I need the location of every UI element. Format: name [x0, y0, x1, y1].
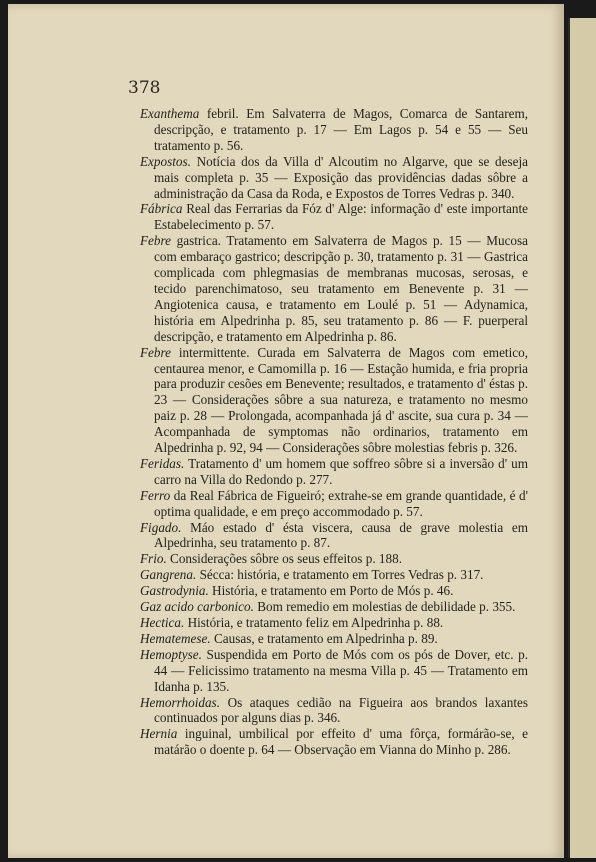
index-entry: [140, 695, 528, 727]
index-entry: [140, 726, 528, 758]
adjacent-page-edge: [568, 18, 596, 858]
entry-text: gastrica. Tratamento em Salvaterra de Magos p. 15 — Mucosa com embaraço gastrico; descripção p. 30, tratamento p. 31 — Gastrica complicada com phlegmasias de membranas mucosas, serosas, e tecido parenchimatoso, seu tratamento em Benevente p. 31 — Angiotenica causa, e tratamento em Loulé p. 51 — Adynamica, história em Alpedrinha p. 85, seu tratamento p. 86 — F. puerperal descripção, e tratamento em Alpedrinha p. 86.: [154, 233, 528, 344]
index-entry: [140, 583, 528, 599]
entry-text: História, e tratamento em Porto de Mós p. 46.: [212, 583, 454, 599]
entry-term: Exanthema: [140, 106, 200, 121]
entry-text: Notícia dos da Villa d' Alcoutim no Algarve, que se deseja mais completa p. 35 — Exposição das providências dadas sôbre a administração da Casa da Roda, e Expostos de Torres Vedras p. 340.: [154, 153, 528, 201]
entry-term: Figado.: [140, 519, 182, 535]
index-entry: [140, 233, 528, 344]
entry-text: História, e tratamento feliz em Alpedrinha p. 88.: [187, 615, 444, 630]
entry-term: Gastrodynia.: [140, 583, 209, 599]
entry-text: Sécca: história, e tratamento em Torres Vedras p. 317.: [199, 567, 484, 583]
entry-term: Frio.: [140, 551, 167, 567]
book-page: [8, 4, 564, 858]
entry-text: intermittente. Curada em Salvaterra de Magos com emetico, centaurea menor, e Camomilla p. 16 — Estação humida, e fria propria para produzir cesões em Benevente; resultados, e tratamento d' éstas p. 23 — Considerações sôbre a sua natureza, e tratamento no mesmo paiz p. 28 — Prolongada, acompanhada já d' ascite, sua cura p. 34 — Acompanhada de symptomas não ordinarios, tratamento em Alpedrinha p. 92, 94 — Considerações sôbre molestias febris p. 326.: [154, 344, 528, 456]
entry-term: Febre: [140, 233, 171, 249]
entry-text: Causas, e tratamento em Alpedrinha p. 89.: [213, 630, 438, 646]
entry-term: Ferro: [140, 487, 171, 503]
entry-text: Tratamento d' um homem que soffreo sôbre si a inversão d' um carro na Villa do Redondo p. 277.: [154, 455, 528, 487]
entry-term: Gaz acido carbonico.: [140, 599, 254, 615]
entry-term: Feridas.: [140, 455, 185, 471]
entry-term: Hernia: [140, 726, 178, 742]
entry-term: Hemorrhoidas.: [140, 694, 220, 710]
index-entry: [140, 631, 528, 647]
page-number: 378: [128, 78, 161, 98]
entry-text: inguinal, umbilical por effeito d' uma fôrça, formárão-se, e matárão o doente p. 64 — Observação em Vianna do Minho p. 286.: [154, 726, 528, 758]
index-entry: [140, 345, 528, 456]
index-entries: [140, 106, 528, 758]
entry-term: Febre: [140, 344, 171, 360]
entry-term: Fábrica: [140, 201, 183, 217]
index-entry: [140, 567, 528, 583]
entry-text: Suspendida em Porto de Mós com os pós de Dover, etc. p. 44 — Felicissimo tratamento na mesma Villa p. 45 — Tratamento em Idanha p. 135.: [154, 646, 529, 694]
index-entry: [140, 551, 528, 567]
entry-text: febril. Em Salvaterra de Magos, Comarca de Santarem, descripção, e tratamento p. 17 — Em Lagos p. 54 e 55 — Seu tratamento p. 56.: [154, 106, 529, 153]
entry-term: Hectica.: [140, 615, 185, 630]
entry-text: Bom remedio em molestias de debilidade p. 355.: [257, 599, 516, 615]
entry-term: Gangrena.: [140, 567, 197, 583]
entry-text: Máo estado d' ésta viscera, causa de grave molestia em Alpedrinha, seu tratamento p. 87.: [154, 519, 528, 551]
entry-text: Real das Ferrarias da Fóz d' Alge: informação d' este importante Estabelecimento p. 57.: [154, 201, 529, 233]
index-entry: [140, 106, 528, 154]
index-entry: [140, 520, 528, 552]
index-entry: [140, 647, 528, 695]
index-entry: [140, 201, 528, 233]
entry-term: Hematemese.: [140, 630, 211, 646]
index-entry: [140, 154, 528, 202]
entry-term: Hemoptyse.: [140, 646, 202, 662]
entry-text: Considerações sôbre os seus effeitos p. 188.: [170, 551, 403, 567]
entry-text: Os ataques cedião na Figueira aos brandos laxantes continuados por alguns dias p. 346.: [154, 694, 529, 726]
index-entry: [140, 599, 528, 615]
entry-term: Expostos.: [140, 153, 191, 169]
index-entry: [140, 456, 528, 488]
entry-text: da Real Fábrica de Figueiró; extrahe-se em grande quantidade, é d' optima qualidade, e em preço accommodado p. 57.: [154, 487, 528, 519]
index-entry: [140, 488, 528, 520]
index-entry: [140, 615, 528, 631]
